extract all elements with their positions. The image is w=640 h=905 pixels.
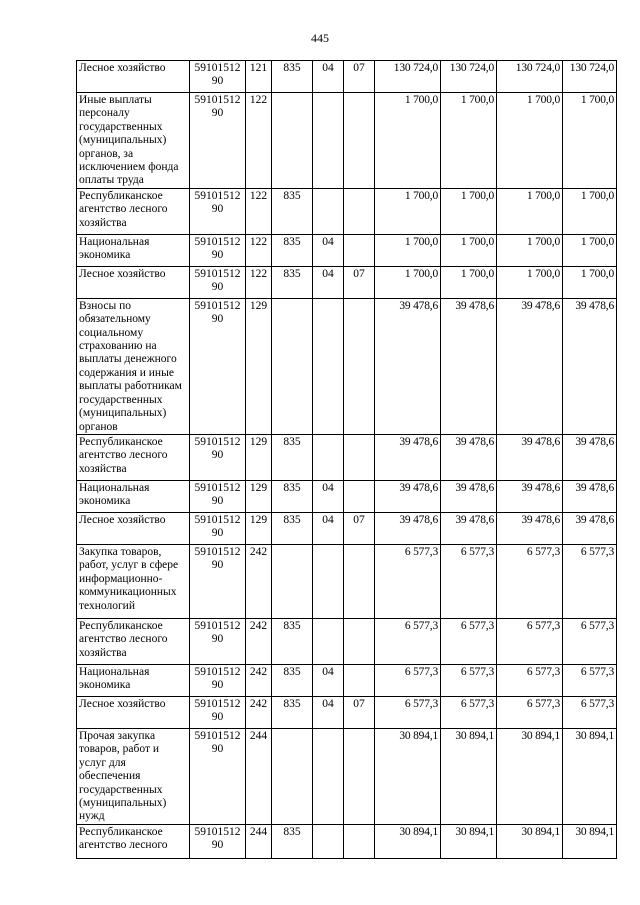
row-ministry-cell: 835: [272, 618, 313, 664]
row-name-cell: Взносы по обязательному социальному страхованию на выплаты денежного содержания и иные выплаты работникам государственных (муниципальных) органов: [77, 298, 190, 434]
row-ministry-cell: [272, 544, 313, 618]
table-row: [77, 512, 617, 544]
row-subsection-cell: 07: [344, 512, 375, 544]
page-number: 445: [311, 31, 329, 45]
row-value-4-cell: 39 478,6: [563, 512, 617, 544]
table-row: [77, 188, 617, 234]
row-value-3-cell: 39 478,6: [497, 512, 563, 544]
row-value-1-cell: 39 478,6: [375, 298, 441, 434]
row-section-cell: [313, 298, 344, 434]
row-value-2-cell: 30 894,1: [441, 728, 497, 824]
row-value-1-cell: 1 700,0: [375, 234, 441, 266]
row-name-cell: Лесное хозяйство: [77, 266, 190, 298]
row-section-cell: 04: [313, 512, 344, 544]
row-value-1-cell: 130 724,0: [375, 61, 441, 93]
row-vr-cell: 242: [246, 664, 272, 696]
budget-table: [76, 60, 617, 859]
table-row: [77, 266, 617, 298]
row-code-cell: 5910151290: [190, 618, 246, 664]
row-subsection-cell: [344, 188, 375, 234]
row-vr-cell: 122: [246, 93, 272, 189]
table-row: [77, 728, 617, 824]
row-vr-cell: 129: [246, 512, 272, 544]
row-value-2-cell: 39 478,6: [441, 434, 497, 480]
row-ministry-cell: 835: [272, 266, 313, 298]
row-value-4-cell: 1 700,0: [563, 234, 617, 266]
row-value-2-cell: 39 478,6: [441, 480, 497, 512]
row-value-3-cell: 39 478,6: [497, 434, 563, 480]
row-code-cell: 5910151290: [190, 434, 246, 480]
row-vr-cell: 129: [246, 480, 272, 512]
row-value-4-cell: 6 577,3: [563, 544, 617, 618]
row-value-1-cell: 30 894,1: [375, 824, 441, 858]
row-value-3-cell: 6 577,3: [497, 664, 563, 696]
row-ministry-cell: 835: [272, 512, 313, 544]
row-vr-cell: 244: [246, 824, 272, 858]
row-section-cell: 04: [313, 266, 344, 298]
row-vr-cell: 242: [246, 696, 272, 728]
row-name-cell: Лесное хозяйство: [77, 512, 190, 544]
row-value-1-cell: 1 700,0: [375, 266, 441, 298]
row-name-cell: Лесное хозяйство: [77, 696, 190, 728]
row-subsection-cell: [344, 618, 375, 664]
row-subsection-cell: 07: [344, 266, 375, 298]
table-row: [77, 696, 617, 728]
row-value-4-cell: 1 700,0: [563, 266, 617, 298]
table-row: [77, 298, 617, 434]
row-section-cell: 04: [313, 61, 344, 93]
row-value-1-cell: 39 478,6: [375, 512, 441, 544]
row-value-1-cell: 39 478,6: [375, 480, 441, 512]
row-value-2-cell: 130 724,0: [441, 61, 497, 93]
row-name-cell: Лесное хозяйство: [77, 61, 190, 93]
row-subsection-cell: [344, 728, 375, 824]
row-value-4-cell: 39 478,6: [563, 434, 617, 480]
row-code-cell: 5910151290: [190, 544, 246, 618]
row-ministry-cell: 835: [272, 434, 313, 480]
row-name-cell: Республиканское агентство лесного хозяйства: [77, 434, 190, 480]
row-section-cell: 04: [313, 480, 344, 512]
row-code-cell: 5910151290: [190, 234, 246, 266]
row-code-cell: 5910151290: [190, 728, 246, 824]
row-code-cell: 5910151290: [190, 298, 246, 434]
row-name-cell: Национальная экономика: [77, 664, 190, 696]
row-vr-cell: 122: [246, 266, 272, 298]
row-value-3-cell: 30 894,1: [497, 728, 563, 824]
row-value-1-cell: 6 577,3: [375, 696, 441, 728]
row-ministry-cell: [272, 728, 313, 824]
row-value-3-cell: 6 577,3: [497, 696, 563, 728]
row-ministry-cell: 835: [272, 696, 313, 728]
row-value-1-cell: 39 478,6: [375, 434, 441, 480]
row-value-2-cell: 6 577,3: [441, 664, 497, 696]
row-value-4-cell: 6 577,3: [563, 696, 617, 728]
row-section-cell: [313, 544, 344, 618]
row-name-cell: Республиканское агентство лесного: [77, 824, 190, 858]
row-value-2-cell: 1 700,0: [441, 266, 497, 298]
row-section-cell: [313, 728, 344, 824]
row-value-1-cell: 6 577,3: [375, 664, 441, 696]
row-value-3-cell: 1 700,0: [497, 93, 563, 189]
row-section-cell: 04: [313, 664, 344, 696]
row-value-3-cell: 130 724,0: [497, 61, 563, 93]
table-row: [77, 93, 617, 189]
row-ministry-cell: [272, 93, 313, 189]
row-vr-cell: 242: [246, 544, 272, 618]
row-name-cell: Иные выплаты персоналу государственных (муниципальных) органов, за исключением фонда оплаты труда: [77, 93, 190, 189]
row-value-1-cell: 6 577,3: [375, 544, 441, 618]
row-section-cell: [313, 188, 344, 234]
row-value-3-cell: 1 700,0: [497, 188, 563, 234]
row-vr-cell: 122: [246, 188, 272, 234]
row-value-4-cell: 39 478,6: [563, 480, 617, 512]
row-value-2-cell: 6 577,3: [441, 544, 497, 618]
row-name-cell: Республиканское агентство лесного хозяйства: [77, 618, 190, 664]
row-vr-cell: 122: [246, 234, 272, 266]
row-value-2-cell: 30 894,1: [441, 824, 497, 858]
row-value-4-cell: 30 894,1: [563, 728, 617, 824]
table-row: [77, 61, 617, 93]
row-ministry-cell: 835: [272, 188, 313, 234]
row-value-2-cell: 6 577,3: [441, 618, 497, 664]
row-section-cell: [313, 618, 344, 664]
row-value-4-cell: 130 724,0: [563, 61, 617, 93]
row-ministry-cell: 835: [272, 664, 313, 696]
row-value-4-cell: 39 478,6: [563, 298, 617, 434]
row-code-cell: 5910151290: [190, 824, 246, 858]
row-subsection-cell: 07: [344, 696, 375, 728]
table-row: [77, 434, 617, 480]
row-code-cell: 5910151290: [190, 696, 246, 728]
row-ministry-cell: 835: [272, 234, 313, 266]
row-vr-cell: 121: [246, 61, 272, 93]
row-value-2-cell: 1 700,0: [441, 93, 497, 189]
row-code-cell: 5910151290: [190, 61, 246, 93]
row-value-2-cell: 1 700,0: [441, 188, 497, 234]
row-section-cell: [313, 824, 344, 858]
row-value-3-cell: 1 700,0: [497, 266, 563, 298]
row-value-2-cell: 39 478,6: [441, 298, 497, 434]
row-subsection-cell: [344, 298, 375, 434]
row-code-cell: 5910151290: [190, 512, 246, 544]
table-row: [77, 618, 617, 664]
row-section-cell: [313, 434, 344, 480]
row-value-1-cell: 1 700,0: [375, 188, 441, 234]
row-vr-cell: 129: [246, 298, 272, 434]
row-section-cell: 04: [313, 234, 344, 266]
row-name-cell: Национальная экономика: [77, 480, 190, 512]
row-code-cell: 5910151290: [190, 188, 246, 234]
row-code-cell: 5910151290: [190, 480, 246, 512]
row-subsection-cell: [344, 434, 375, 480]
row-name-cell: Республиканское агентство лесного хозяйства: [77, 188, 190, 234]
row-subsection-cell: [344, 234, 375, 266]
row-value-4-cell: 30 894,1: [563, 824, 617, 858]
row-vr-cell: 242: [246, 618, 272, 664]
row-value-3-cell: 6 577,3: [497, 618, 563, 664]
table-row: [77, 824, 617, 858]
row-code-cell: 5910151290: [190, 266, 246, 298]
row-value-4-cell: 1 700,0: [563, 93, 617, 189]
row-name-cell: Закупка товаров, работ, услуг в сфере информационно-коммуникационных технологий: [77, 544, 190, 618]
row-value-3-cell: 30 894,1: [497, 824, 563, 858]
row-value-3-cell: 39 478,6: [497, 480, 563, 512]
row-code-cell: 5910151290: [190, 93, 246, 189]
row-value-4-cell: 1 700,0: [563, 188, 617, 234]
row-subsection-cell: [344, 480, 375, 512]
table-row: [77, 234, 617, 266]
row-subsection-cell: [344, 824, 375, 858]
row-value-2-cell: 6 577,3: [441, 696, 497, 728]
row-value-1-cell: 6 577,3: [375, 618, 441, 664]
row-value-4-cell: 6 577,3: [563, 664, 617, 696]
row-name-cell: Национальная экономика: [77, 234, 190, 266]
row-subsection-cell: [344, 544, 375, 618]
row-subsection-cell: 07: [344, 61, 375, 93]
row-vr-cell: 129: [246, 434, 272, 480]
row-vr-cell: 244: [246, 728, 272, 824]
row-ministry-cell: [272, 298, 313, 434]
row-subsection-cell: [344, 664, 375, 696]
row-name-cell: Прочая закупка товаров, работ и услуг для обеспечения государственных (муниципальных) нужд: [77, 728, 190, 824]
row-value-1-cell: 30 894,1: [375, 728, 441, 824]
row-code-cell: 5910151290: [190, 664, 246, 696]
row-value-3-cell: 39 478,6: [497, 298, 563, 434]
row-value-3-cell: 6 577,3: [497, 544, 563, 618]
row-value-2-cell: 39 478,6: [441, 512, 497, 544]
row-value-2-cell: 1 700,0: [441, 234, 497, 266]
table-row: [77, 480, 617, 512]
table-row: [77, 544, 617, 618]
row-section-cell: [313, 93, 344, 189]
row-ministry-cell: 835: [272, 824, 313, 858]
row-ministry-cell: 835: [272, 480, 313, 512]
row-section-cell: 04: [313, 696, 344, 728]
row-value-4-cell: 6 577,3: [563, 618, 617, 664]
row-value-1-cell: 1 700,0: [375, 93, 441, 189]
table-row: [77, 664, 617, 696]
row-subsection-cell: [344, 93, 375, 189]
row-ministry-cell: 835: [272, 61, 313, 93]
row-value-3-cell: 1 700,0: [497, 234, 563, 266]
